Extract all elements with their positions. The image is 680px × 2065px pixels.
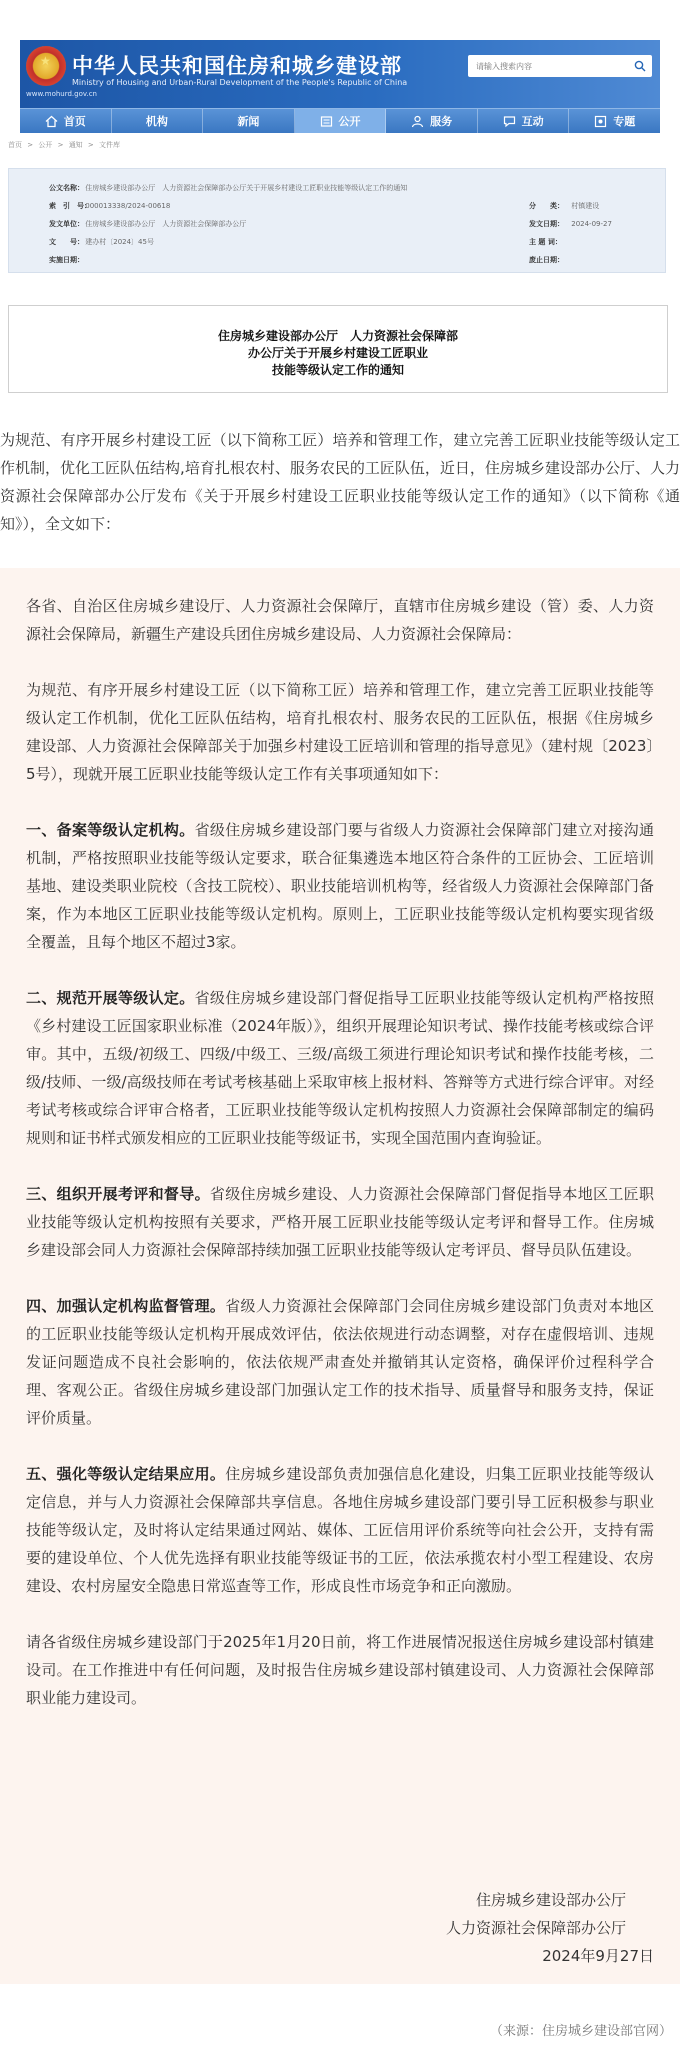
meta-label: 公文名称：: [49, 184, 84, 192]
nav-label: 新闻: [237, 115, 260, 128]
notice-preface: 为规范、有序开展乡村建设工匠（以下简称工匠）培养和管理工作，建立完善工匠职业技能等级认定工作机制，优化工匠队伍结构，培育扎根农村、服务农民的工匠队伍，根据《住房城乡建设部、人力资源社会保障部关于加强乡村建设工匠培训和管理的指导意见》（建村规〔2023〕5号），现就开展工匠职业技能等级认定工作有关事项通知如下：: [26, 681, 654, 783]
search-input[interactable]: [468, 55, 628, 77]
notice-section: [26, 1180, 654, 1264]
meta-row-doc-no: [49, 237, 154, 247]
notice-closing: 请各省级住房城乡建设部门于2025年1月20日前，将工作进展情况报送住房城乡建设部村镇建设司。在工作推进中有任何问题，及时报告住房城乡建设部村镇建设司、人力资源社会保障部职业能力建设司。: [26, 1633, 654, 1707]
section-body: 住房城乡建设部负责加强信息化建设，归集工匠职业技能等级认定信息，并与人力资源社会保障部共享信息。各地住房城乡建设部门要引导工匠积极参与职业技能等级认定，及时将认定结果通过网站、媒体、工匠信用评价系统等向社会公开，支持有需要的建设单位、个人优先选择有职业技能等级证书的工匠，依法承揽农村小型工程建设、农房建设、农村房屋安全隐患日常巡查等工作，形成良性市场竞争和正向激励。: [26, 1465, 654, 1595]
article-intro: 为规范、有序开展乡村建设工匠（以下简称工匠）培养和管理工作，建立完善工匠职业技能等级认定工作机制，优化工匠队伍结构,培育扎根农村、服务农民的工匠队伍，近日，住房城乡建设部办公厅、人力资源社会保障部办公厅发布《关于开展乡村建设工匠职业技能等级认定工作的通知》（以下简称《通知》），全文如下：: [0, 431, 680, 533]
meta-row-impl: [49, 255, 83, 265]
nav-item-service[interactable]: [386, 109, 478, 133]
banner: [20, 40, 660, 108]
meta-label: 废止日期：: [529, 256, 564, 264]
section-body: 省级人力资源社会保障部门会同住房城乡建设部门负责对本地区的工匠职业技能等级认定机构开展成效评估，依法依规进行动态调整，对存在虚假培训、违规发证问题造成不良社会影响的，依法依规严肃查处并撤销其认定资格，确保评价过程科学合理、客观公正。省级住房城乡建设部门加强认定工作的技术指导、质量督导和服务支持，保证评价质量。: [26, 1297, 654, 1427]
meta-label: 发文单位：: [49, 220, 84, 228]
nav-label: 公开: [338, 115, 361, 128]
document-meta: [8, 168, 666, 273]
meta-value: 住房城乡建设部办公厅 人力资源社会保障部办公厅: [85, 220, 247, 228]
meta-row-subject: [529, 237, 569, 247]
meta-row-issue-date: [529, 219, 612, 229]
meta-row-category: [529, 201, 599, 211]
breadcrumb: [8, 140, 123, 150]
service-icon: [411, 115, 424, 128]
title-line: 住房城乡建设部办公厅 人力资源社会保障部: [217, 329, 458, 343]
signature-line: 人力资源社会保障部办公厅: [445, 1919, 626, 1937]
topic-icon: [594, 115, 607, 128]
breadcrumb-library[interactable]: 文件库: [99, 141, 121, 149]
search-icon[interactable]: [634, 60, 646, 72]
meta-value: 建办村〔2024〕45号: [85, 238, 154, 246]
notice-section: [26, 984, 654, 1152]
document-title: [8, 305, 668, 393]
meta-label: 实施日期：: [49, 256, 84, 264]
nav-label: 服务: [430, 115, 453, 128]
section-heading: 五、强化等级认定结果应用。: [26, 1465, 226, 1483]
breadcrumb-separator: >: [27, 141, 34, 149]
breadcrumb-open[interactable]: 公开: [38, 141, 53, 149]
section-heading: 二、规范开展等级认定。: [26, 989, 195, 1007]
nav-item-interaction[interactable]: [478, 109, 570, 133]
open-info-icon: [320, 115, 333, 128]
site-title[interactable]: 中华人民共和国住房和城乡建设部: [72, 54, 402, 78]
nav-label: 机构: [145, 115, 168, 128]
meta-row-index: [49, 201, 170, 211]
section-heading: 一、备案等级认定机构。: [26, 821, 195, 839]
site-subtitle: Ministry of Housing and Urban-Rural Development of the People's Republic of China: [72, 78, 408, 87]
nav-label: 互动: [521, 115, 544, 128]
meta-value: 000013338/2024-00618: [85, 202, 171, 210]
nav-label: 专题: [613, 115, 636, 128]
nav-item-open-info[interactable]: [295, 109, 387, 133]
meta-value: 村镇建设: [571, 202, 600, 210]
meta-label: 主 题 词：: [529, 238, 562, 246]
site-domain: www.mohurd.gov.cn: [26, 90, 97, 98]
search-box: [468, 55, 652, 77]
nav-item-topic[interactable]: [569, 109, 660, 133]
nav-item-news[interactable]: [203, 109, 295, 133]
nav-item-home[interactable]: [20, 109, 112, 133]
site-header: [20, 40, 660, 133]
meta-value: 住房城乡建设部办公厅 人力资源社会保障部办公厅关于开展乡村建设工匠职业技能等级认定工作的通知: [85, 184, 408, 192]
meta-label: 索 引 号：: [49, 202, 91, 210]
section-body: 省级住房城乡建设部门督促指导工匠职业技能等级认定机构严格按照《乡村建设工匠国家职业标准（2024年版）》，组织开展理论知识考试、操作技能考核或综合评审。其中，五级/初级工、四级/中级工、三级/高级工须进行理论知识考试和操作技能考核，二级/技师、一级/高级技师在考试考核基础上采取审核上报材料、答辩等方式进行综合评审。对经考试考核或综合评审合格者，工匠职业技能等级认定机构按照人力资源社会保障部制定的编码规则和证书样式颁发相应的工匠职业技能等级证书，实现全国范围内查询验证。: [26, 989, 654, 1147]
notice-fulltext: [0, 568, 680, 1984]
meta-label: 分 类：: [529, 202, 564, 210]
section-heading: 三、组织开展考评和督导。: [26, 1185, 210, 1203]
notice-section: [26, 1292, 654, 1432]
section-heading: 四、加强认定机构监督管理。: [26, 1297, 226, 1315]
breadcrumb-home[interactable]: 首页: [8, 141, 22, 149]
main-nav: [20, 108, 660, 133]
meta-row-expiry: [529, 255, 569, 265]
nav-item-organization[interactable]: [112, 109, 204, 133]
meta-label: 发文日期：: [529, 220, 564, 228]
notice-addressee: 各省、自治区住房城乡建设厅、人力资源社会保障厅，直辖市住房城乡建设（管）委、人力资源社会保障局，新疆生产建设兵团住房城乡建设局、人力资源社会保障局：: [26, 597, 654, 643]
notice-section: [26, 816, 654, 956]
home-icon: [45, 115, 58, 128]
nav-label: 首页: [63, 115, 86, 128]
meta-value: 2024-09-27: [571, 220, 612, 228]
meta-row-issuer: [49, 219, 246, 229]
section-body: 省级住房城乡建设部门要与省级人力资源社会保障部门建立对接沟通机制，严格按照职业技能等级认定要求，联合征集遴选本地区符合条件的工匠协会、工匠培训基地、建设类职业院校（含技工院校）、职业技能培训机构等，经省级人力资源社会保障部门备案，作为本地区工匠职业技能等级认定机构。原则上，工匠职业技能等级认定机构要实现省级全覆盖，且每个地区不超过3家。: [26, 821, 654, 951]
notice-signature: [446, 1886, 654, 1970]
interaction-icon: [503, 115, 516, 128]
meta-row-name: [49, 183, 407, 193]
section-body: 省级住房城乡建设、人力资源社会保障部门督促指导本地区工匠职业技能等级认定机构按照有关要求，严格开展工匠职业技能等级认定考评和督导工作。住房城乡建设部会同人力资源社会保障部持续加强工匠职业技能等级认定考评员、督导员队伍建设。: [26, 1185, 654, 1259]
signature-date: 2024年9月27日: [542, 1947, 654, 1965]
breadcrumb-notice[interactable]: 通知: [68, 141, 83, 149]
article-source: （来源：住房城乡建设部官网）: [489, 2024, 672, 2039]
title-line: 技能等级认定工作的通知: [271, 363, 404, 377]
meta-label: 文 号：: [49, 238, 84, 246]
signature-line: 住房城乡建设部办公厅: [475, 1891, 626, 1909]
national-emblem-icon[interactable]: ★: [26, 46, 66, 86]
breadcrumb-separator: >: [87, 141, 94, 149]
title-line: 办公厅关于开展乡村建设工匠职业: [247, 346, 428, 360]
notice-section: [26, 1460, 654, 1600]
breadcrumb-separator: >: [57, 141, 64, 149]
